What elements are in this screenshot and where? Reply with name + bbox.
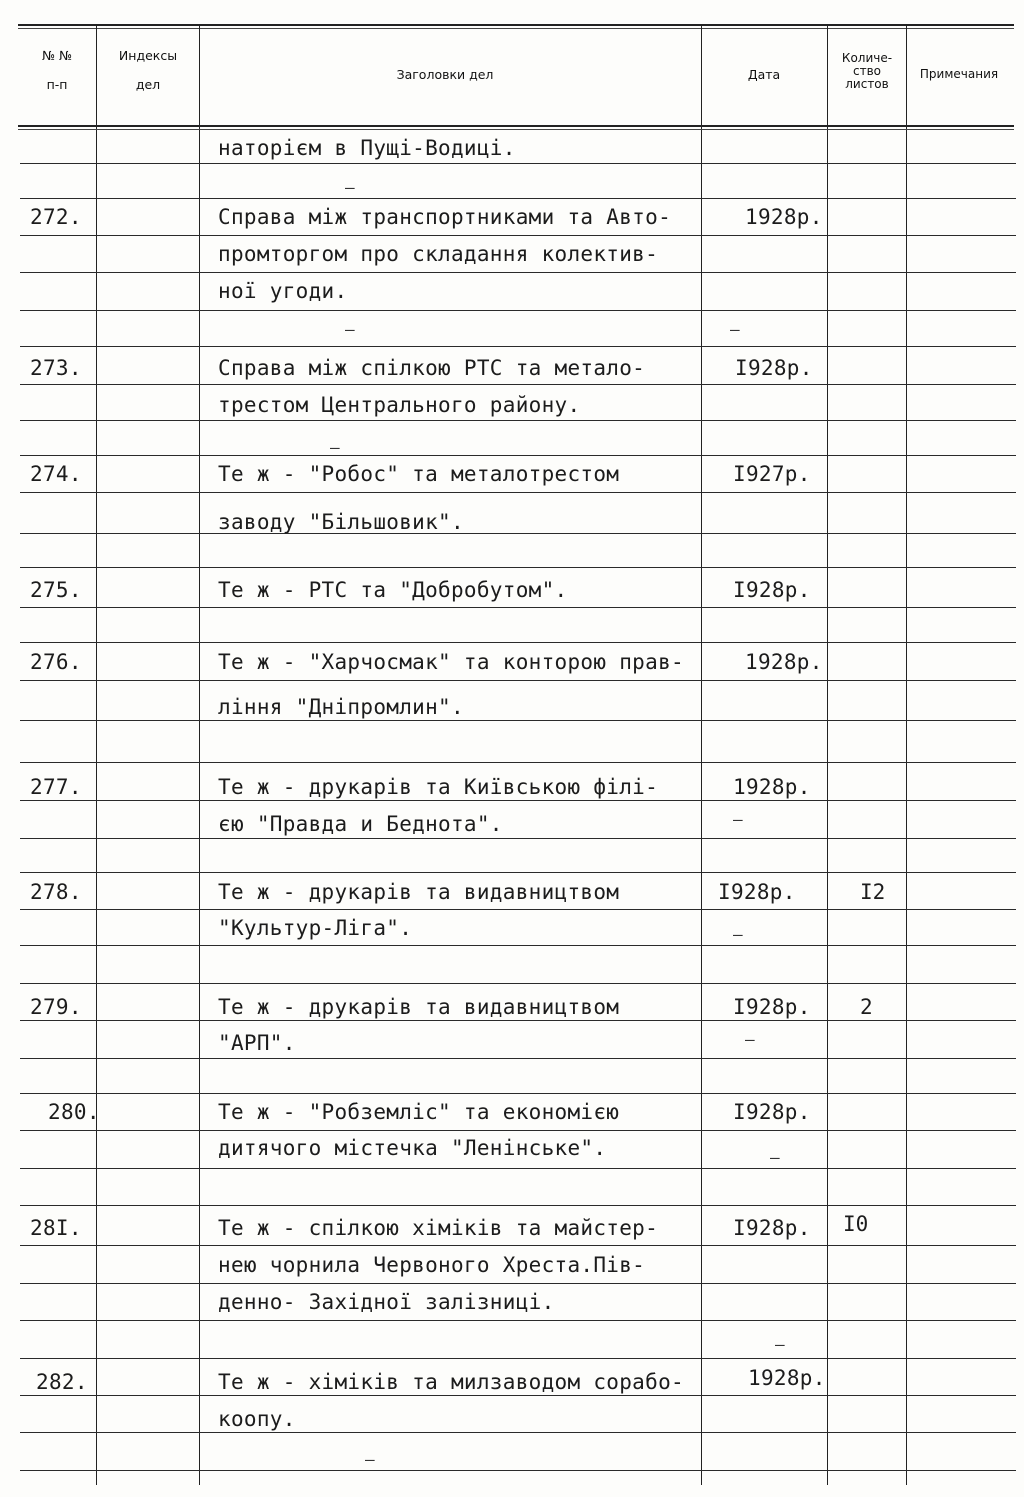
- record-title-line: промторгом про складання колектив-: [218, 242, 659, 266]
- ruling-line: [20, 198, 1016, 199]
- record-title-line: Те ж - "Харчосмак" та конторою прав-: [218, 650, 684, 674]
- record-title-line: єю "Правда и Беднота".: [218, 812, 503, 836]
- dash-mark: –: [733, 810, 743, 829]
- record-number: 277.: [30, 775, 82, 799]
- ruling-line: [20, 607, 1016, 608]
- ruling-line: [20, 1358, 1016, 1359]
- record-title-line: "АРП".: [218, 1031, 296, 1055]
- ruling-line: [20, 384, 1016, 385]
- record-date: I928р.: [733, 1100, 811, 1124]
- ruling-line: [20, 235, 1016, 236]
- record-title-line: ління "Дніпромлин".: [218, 695, 464, 719]
- dash-mark: –: [345, 178, 355, 197]
- record-title-line: Те ж - друкарів та Київською філі-: [218, 775, 659, 799]
- record-title-line: "Культур-Ліга".: [218, 916, 413, 940]
- header-index-line2: дел: [135, 77, 161, 92]
- dash-mark: –: [730, 320, 740, 339]
- ruling-line: [20, 1058, 1016, 1059]
- ruling-line: [20, 492, 1016, 493]
- record-date: I928р.: [733, 578, 811, 602]
- ruling-line: [20, 1130, 1016, 1131]
- record-title-line: Те ж - друкарів та видавництвом: [218, 880, 620, 904]
- ruling-line: [20, 800, 1016, 801]
- top-rule-inner: [18, 28, 1014, 29]
- dash-mark: –: [330, 438, 340, 457]
- record-title-line: заводу "Більшовик".: [218, 510, 464, 534]
- header-num: [22, 48, 92, 92]
- record-date: I927р.: [733, 462, 811, 486]
- ruling-line: [20, 838, 1016, 839]
- record-sheet-count: 2: [860, 995, 873, 1019]
- header-rule-inner: [18, 129, 1014, 130]
- ruling-line: [20, 1470, 1016, 1471]
- dash-mark: –: [745, 1030, 755, 1049]
- ruling-line: [20, 310, 1016, 311]
- record-date: 1928р.: [745, 205, 823, 229]
- record-sheet-count: I0: [843, 1212, 869, 1236]
- ruling-line: [20, 1245, 1016, 1246]
- header-count-line3: листов: [845, 77, 889, 92]
- ruling-line: [20, 720, 1016, 721]
- record-sheet-count: I2: [860, 880, 886, 904]
- record-title-line: Справа між транспортниками та Авто-: [218, 205, 672, 229]
- ruling-line: [20, 909, 1016, 910]
- ruling-line: [20, 1283, 1016, 1284]
- continuation-line: наторієм в Пущі-Водиці.: [218, 136, 516, 160]
- header-count-line2: ство: [852, 64, 881, 79]
- record-number: 280.: [48, 1100, 100, 1124]
- header-date: Дата: [747, 67, 781, 82]
- record-title-line: коопу.: [218, 1407, 296, 1431]
- record-title-line: Те ж - спілкою хіміків та майстер-: [218, 1216, 659, 1240]
- ruling-line: [20, 1205, 1016, 1206]
- record-number: 278.: [30, 880, 82, 904]
- record-title-line: Те ж - "Робземліс" та економією: [218, 1100, 620, 1124]
- header-rule: [18, 125, 1014, 127]
- record-date: 1928р.: [748, 1366, 826, 1390]
- record-title-line: денно- Західної залізниці.: [218, 1290, 555, 1314]
- record-date: 1928р.: [745, 650, 823, 674]
- ruling-line: [20, 1395, 1016, 1396]
- record-number: 276.: [30, 650, 82, 674]
- record-title-line: Те ж - хіміків та милзаводом сорабо-: [218, 1370, 684, 1394]
- ruling-line: [20, 762, 1016, 763]
- ruling-line: [20, 642, 1016, 643]
- header-index: [100, 48, 196, 92]
- ruling-line: [20, 680, 1016, 681]
- ruling-line: [20, 346, 1016, 347]
- record-title-line: Справа між спілкою РТС та метало-: [218, 356, 646, 380]
- ruling-line: [20, 1020, 1016, 1021]
- record-date: 1928р.: [733, 775, 811, 799]
- header-count-line1: Количе-: [841, 51, 893, 65]
- dash-mark: –: [775, 1335, 785, 1354]
- ruling-line: [20, 272, 1016, 273]
- dash-mark: –: [345, 320, 355, 339]
- header-index-line1: Индексы: [118, 48, 178, 63]
- ruling-line: [20, 872, 1016, 873]
- ruling-line: [20, 163, 1016, 164]
- header-notes: Примечания: [919, 67, 999, 81]
- ruling-line: [20, 1320, 1016, 1321]
- record-number: 272.: [30, 205, 82, 229]
- ruling-line: [20, 455, 1016, 456]
- dash-mark: –: [770, 1148, 780, 1167]
- col-divider-num: [96, 25, 97, 1485]
- dash-mark: –: [733, 925, 743, 944]
- header-num-line1: № №: [42, 48, 72, 63]
- col-divider-index: [199, 25, 200, 1485]
- record-number: 275.: [30, 578, 82, 602]
- col-divider-count: [906, 25, 907, 1485]
- header-titles: Заголовки дел: [396, 67, 494, 82]
- header-count: [829, 52, 905, 92]
- record-number: 273.: [30, 356, 82, 380]
- record-number: 279.: [30, 995, 82, 1019]
- dash-mark: –: [365, 1450, 375, 1469]
- record-number: 282.: [36, 1370, 88, 1394]
- record-title-line: Те ж - друкарів та видавництвом: [218, 995, 620, 1019]
- col-divider-title: [701, 25, 702, 1485]
- ruling-line: [20, 533, 1016, 534]
- record-number: 28I.: [30, 1216, 82, 1240]
- ruling-line: [20, 1432, 1016, 1433]
- record-date: I928р.: [733, 1216, 811, 1240]
- record-title-line: нею чорнила Червоного Хреста.Пів-: [218, 1253, 646, 1277]
- record-number: 274.: [30, 462, 82, 486]
- ruling-line: [20, 420, 1016, 421]
- ruling-line: [20, 945, 1016, 946]
- record-title-line: ної угоди.: [218, 279, 348, 303]
- col-divider-date: [827, 25, 828, 1485]
- record-title-line: дитячого містечка "Ленінське".: [218, 1136, 607, 1160]
- record-date: I928р.: [733, 995, 811, 1019]
- record-title-line: Те ж - РТС та "Добробутом".: [218, 578, 568, 602]
- top-rule: [18, 24, 1014, 26]
- header-num-line2: п-п: [46, 77, 68, 92]
- ruling-line: [20, 1093, 1016, 1094]
- ruling-line: [20, 1168, 1016, 1169]
- ruling-line: [20, 567, 1016, 568]
- record-title-line: трестом Центрального району.: [218, 393, 581, 417]
- record-date: I928р.: [735, 356, 813, 380]
- ruling-line: [20, 983, 1016, 984]
- record-date: I928р.: [718, 880, 796, 904]
- record-title-line: Те ж - "Робос" та металотрестом: [218, 462, 620, 486]
